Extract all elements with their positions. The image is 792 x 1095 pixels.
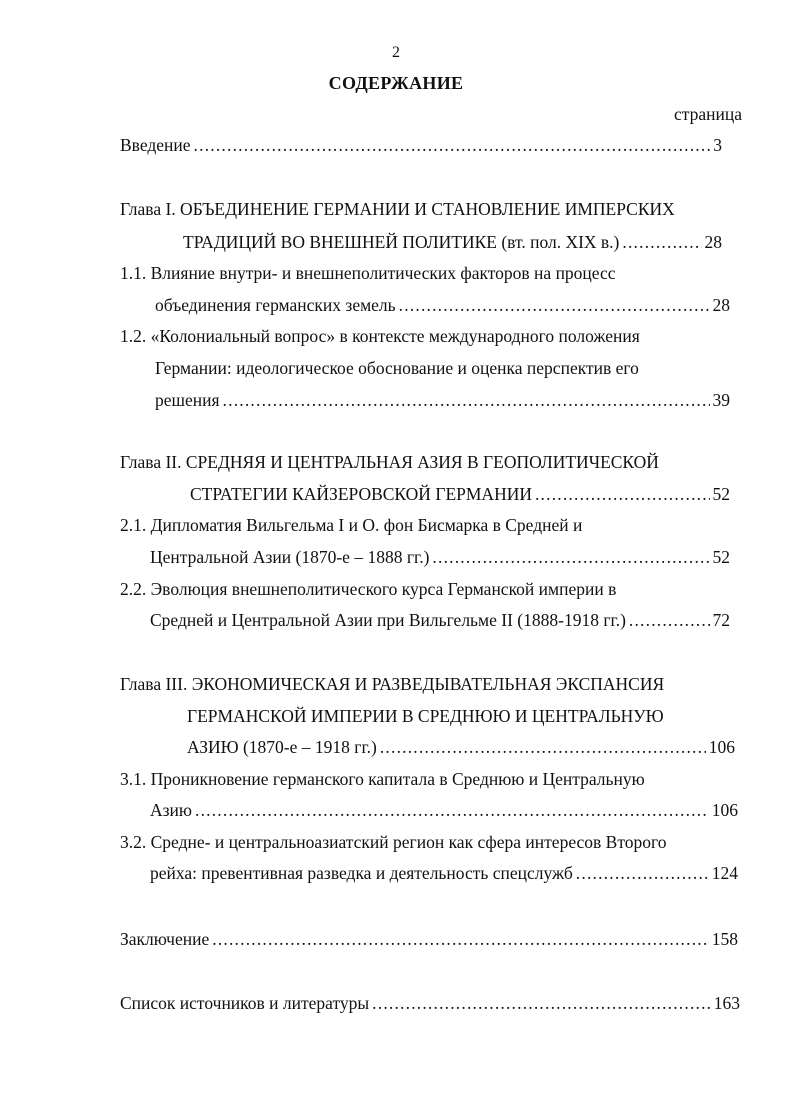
toc-entry-intro[interactable] xyxy=(120,134,722,156)
toc-page-number: 158 xyxy=(711,929,738,949)
toc-page-number: 163 xyxy=(713,993,740,1013)
dot-leader xyxy=(399,294,710,316)
page-column-label: страница xyxy=(673,104,742,124)
toc-entry-label: Введение xyxy=(120,135,191,155)
toc-entry-chapter-2[interactable] xyxy=(190,483,730,505)
dot-leader xyxy=(194,134,711,156)
section-1-1-line1: 1.1. Влияние внутри- и внешнеполитических факторов на процесс xyxy=(120,263,616,283)
toc-page-number: 28 xyxy=(704,232,722,252)
toc-page-number: 106 xyxy=(708,737,735,757)
chapter-3-title-line3: АЗИЮ (1870-е – 1918 гг.) xyxy=(187,737,377,757)
toc-page-number: 28 xyxy=(712,295,730,315)
dot-leader xyxy=(195,799,709,821)
toc-page-number: 72 xyxy=(712,610,730,630)
toc-page-number: 124 xyxy=(711,863,738,883)
toc-page-number: 106 xyxy=(711,800,738,820)
dot-leader xyxy=(223,389,710,411)
toc-page-number: 39 xyxy=(712,390,730,410)
toc-page-number: 52 xyxy=(712,484,730,504)
section-1-2-line2: Германии: идеологическое обоснование и оценка перспектив его xyxy=(155,358,639,378)
chapter-2-title-line1: Глава II. СРЕДНЯЯ И ЦЕНТРАЛЬНАЯ АЗИЯ В ГЕОПОЛИТИЧЕСКОЙ xyxy=(120,452,659,472)
toc-entry-section-1-2[interactable] xyxy=(155,389,730,411)
chapter-3-title-line2: ГЕРМАНСКОЙ ИМПЕРИИ В СРЕДНЮЮ И ЦЕНТРАЛЬНУЮ xyxy=(187,706,664,726)
toc-entry-label: Список источников и литературы xyxy=(120,993,370,1013)
toc-entry-chapter-3[interactable] xyxy=(187,736,735,758)
section-3-1-line2: Азию xyxy=(150,800,192,820)
toc-page-number: 3 xyxy=(713,135,722,155)
toc-entry-chapter-1[interactable] xyxy=(183,231,722,253)
dot-leader xyxy=(629,609,710,631)
chapter-1-title-line1: Глава I. ОБЪЕДИНЕНИЕ ГЕРМАНИИ И СТАНОВЛЕНИЕ ИМПЕРСКИХ xyxy=(120,199,675,219)
dot-leader xyxy=(535,483,710,505)
chapter-3-title-line1: Глава III. ЭКОНОМИЧЕСКАЯ И РАЗВЕДЫВАТЕЛЬНАЯ ЭКСПАНСИЯ xyxy=(120,674,665,694)
dot-leader xyxy=(432,546,709,568)
toc-entry-section-2-2[interactable] xyxy=(150,609,730,631)
page-title: СОДЕРЖАНИЕ xyxy=(328,73,464,93)
section-2-2-line2: Средней и Центральной Азии при Вильгельме II (1888-1918 гг.) xyxy=(150,610,626,630)
dot-leader xyxy=(576,862,709,884)
dot-leader xyxy=(380,736,706,758)
section-2-2-line1: 2.2. Эволюция внешнеполитического курса Германской империи в xyxy=(120,579,617,599)
toc-entry-conclusion[interactable] xyxy=(120,928,738,950)
dot-leader xyxy=(212,928,709,950)
dot-leader xyxy=(372,992,711,1014)
section-3-2-line1: 3.2. Средне- и центральноазиатский регион как сфера интересов Второго xyxy=(120,832,667,852)
toc-entry-section-3-1[interactable] xyxy=(150,799,738,821)
toc-page-number: 52 xyxy=(712,547,730,567)
section-1-1-line2: объединения германских земель xyxy=(155,295,396,315)
page-number: 2 xyxy=(392,44,400,61)
toc-entry-section-2-1[interactable] xyxy=(150,546,730,568)
toc-entry-section-3-2[interactable] xyxy=(150,862,738,884)
chapter-2-title-line2: СТРАТЕГИИ КАЙЗЕРОВСКОЙ ГЕРМАНИИ xyxy=(190,484,532,504)
section-3-1-line1: 3.1. Проникновение германского капитала в Среднюю и Центральную xyxy=(120,769,645,789)
toc-entry-section-1-1[interactable] xyxy=(155,294,730,316)
section-1-2-line1: 1.2. «Колониальный вопрос» в контексте международного положения xyxy=(120,326,640,346)
section-1-2-line3: решения xyxy=(155,390,220,410)
chapter-1-title-line2: ТРАДИЦИЙ ВО ВНЕШНЕЙ ПОЛИТИКЕ (вт. пол. XIX в.) xyxy=(183,232,620,252)
section-3-2-line2: рейха: превентивная разведка и деятельность спецслужб xyxy=(150,863,573,883)
toc-entry-bibliography[interactable] xyxy=(120,992,740,1014)
toc-entry-label: Заключение xyxy=(120,929,210,949)
dot-leader xyxy=(622,231,701,253)
section-2-1-line1: 2.1. Дипломатия Вильгельма I и О. фон Бисмарка в Средней и xyxy=(120,515,583,535)
section-2-1-line2: Центральной Азии (1870-е – 1888 гг.) xyxy=(150,547,430,567)
